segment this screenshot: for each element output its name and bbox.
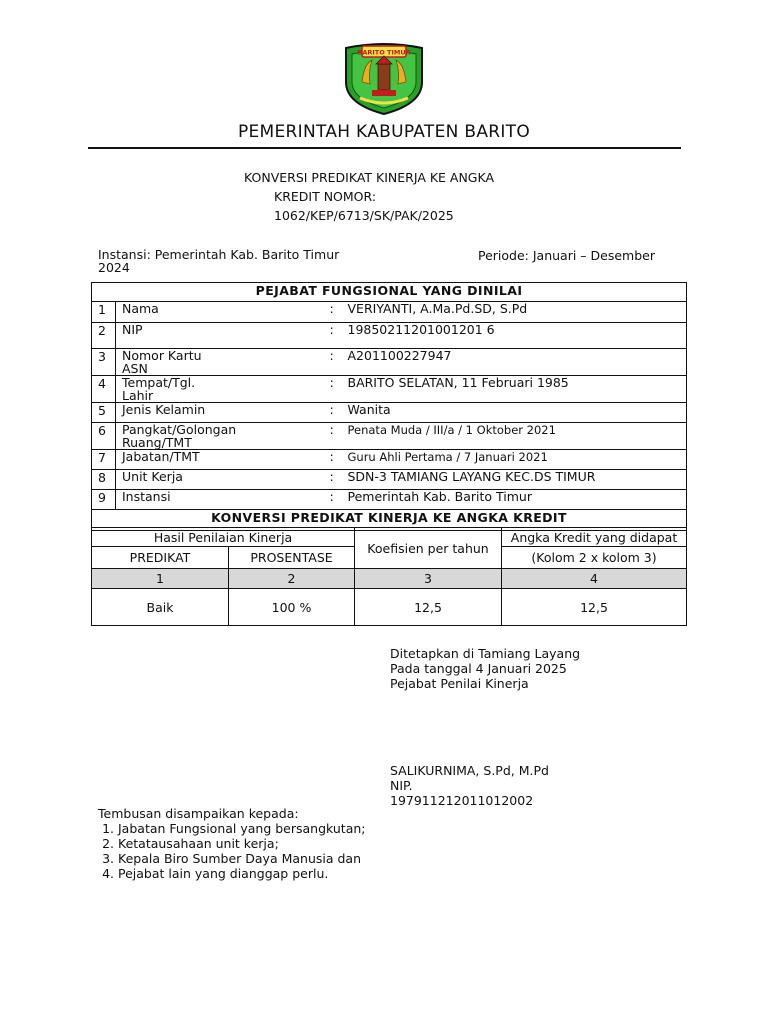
hasil-header: Hasil Penilaian Kinerja xyxy=(92,528,355,547)
row-label: Unit Kerja xyxy=(122,469,183,484)
row-colon: : xyxy=(329,375,334,390)
koefisien-header: Koefisien per tahun xyxy=(355,528,502,569)
predikat-header: PREDIKAT xyxy=(92,547,229,569)
doc-title-line-1: KONVERSI PREDIKAT KINERJA KE ANGKA xyxy=(244,170,495,185)
doc-title-line-2: KREDIT NOMOR: xyxy=(274,189,377,204)
koefisien-value: 12,5 xyxy=(355,589,502,626)
row-label: Nama xyxy=(122,301,159,316)
row-no: 5 xyxy=(92,403,116,423)
prosentase-header: PROSENTASE xyxy=(229,547,355,569)
row-value: Pemerintah Kab. Barito Timur xyxy=(347,489,532,504)
signature-place-date: Ditetapkan di Tamiang Layang Pada tanggal 4 Januari 2025 Pejabat Penilai Kinerja xyxy=(390,646,581,691)
list-item: 1. Jabatan Fungsional yang bersangkutan; xyxy=(118,821,366,836)
col-number: 2 xyxy=(229,569,355,589)
periode-label: Periode: Januari – Desember xyxy=(478,248,655,263)
list-item: 3. Kepala Biro Sumber Daya Manusia dan xyxy=(118,851,366,866)
row-no: 3 xyxy=(92,349,116,376)
row-value: BARITO SELATAN, 11 Februari 1985 xyxy=(347,375,569,390)
list-item: 2. Ketatausahaan unit kerja; xyxy=(118,836,366,851)
konversi-table xyxy=(91,527,687,626)
row-colon: : xyxy=(329,449,334,464)
row-no: 9 xyxy=(92,490,116,510)
col-number: 4 xyxy=(502,569,687,589)
kolom-header: (Kolom 2 x kolom 3) xyxy=(502,547,687,569)
row-no: 6 xyxy=(92,423,116,450)
col-number: 1 xyxy=(92,569,229,589)
row-colon: : xyxy=(329,348,334,363)
periode-year: 2024 xyxy=(98,260,130,275)
row-label: Nomor Kartu ASN xyxy=(122,348,202,376)
row-value: VERIYANTI, A.Ma.Pd.SD, S.Pd xyxy=(347,301,528,316)
angka-kredit-value: 12,5 xyxy=(502,589,687,626)
svg-text:BARITO TIMUR: BARITO TIMUR xyxy=(357,48,411,57)
prosentase-value: 100 % xyxy=(229,589,355,626)
row-colon: : xyxy=(329,322,334,337)
signer-block xyxy=(390,763,549,808)
row-label: Jenis Kelamin xyxy=(122,402,206,417)
page-title: PEMERINTAH KABUPATEN BARITO xyxy=(237,122,531,142)
row-value: Wanita xyxy=(347,402,391,417)
row-value: SDN-3 TAMIANG LAYANG KEC.DS TIMUR xyxy=(347,469,596,484)
row-no: 8 xyxy=(92,470,116,490)
signer-nip-label: NIP. xyxy=(390,778,413,793)
row-no: 4 xyxy=(92,376,116,403)
angka-header: Angka Kredit yang didapat xyxy=(502,528,687,547)
row-colon: : xyxy=(329,402,334,417)
barito-timur-emblem-icon xyxy=(342,42,426,116)
tembusan-block xyxy=(98,806,366,881)
predikat-value: Baik xyxy=(92,589,229,626)
instansi-label: Instansi: Pemerintah Kab. Barito Timur xyxy=(98,247,340,262)
row-value: 19850211201001201 6 xyxy=(347,322,495,337)
tembusan-title: Tembusan disampaikan kepada: xyxy=(98,806,299,821)
row-colon: : xyxy=(329,301,334,316)
row-no: 2 xyxy=(92,323,116,349)
row-colon: : xyxy=(329,469,334,484)
konversi-header: KONVERSI PREDIKAT KINERJA KE ANGKA KREDIT xyxy=(92,510,687,531)
row-no: 1 xyxy=(92,302,116,323)
signer-name: SALIKURNIMA, S.Pd, M.Pd xyxy=(390,763,549,778)
header-divider xyxy=(88,147,681,149)
row-label: Pangkat/Golongan Ruang/TMT xyxy=(122,422,237,450)
row-label: NIP xyxy=(122,322,143,337)
row-colon: : xyxy=(329,489,334,504)
signer-nip: 197911212011012002 xyxy=(390,793,534,808)
list-item: 4. Pejabat lain yang dianggap perlu. xyxy=(118,866,366,881)
pejabat-table xyxy=(91,282,687,531)
row-label: Jabatan/TMT xyxy=(122,449,200,464)
doc-number: 1062/KEP/6713/SK/PAK/2025 xyxy=(274,208,454,223)
pejabat-header: PEJABAT FUNGSIONAL YANG DINILAI xyxy=(92,283,687,302)
row-colon: : xyxy=(329,422,334,437)
tembusan-list xyxy=(98,821,366,881)
row-label: Instansi xyxy=(122,489,171,504)
row-value: Penata Muda / III/a / 1 Oktober 2021 xyxy=(347,423,556,437)
row-no: 7 xyxy=(92,450,116,470)
regency-logo xyxy=(342,42,426,116)
row-value: Guru Ahli Pertama / 7 Januari 2021 xyxy=(347,450,548,464)
col-number: 3 xyxy=(355,569,502,589)
row-label: Tempat/Tgl. Lahir xyxy=(122,375,196,403)
row-value: A201100227947 xyxy=(347,348,452,363)
